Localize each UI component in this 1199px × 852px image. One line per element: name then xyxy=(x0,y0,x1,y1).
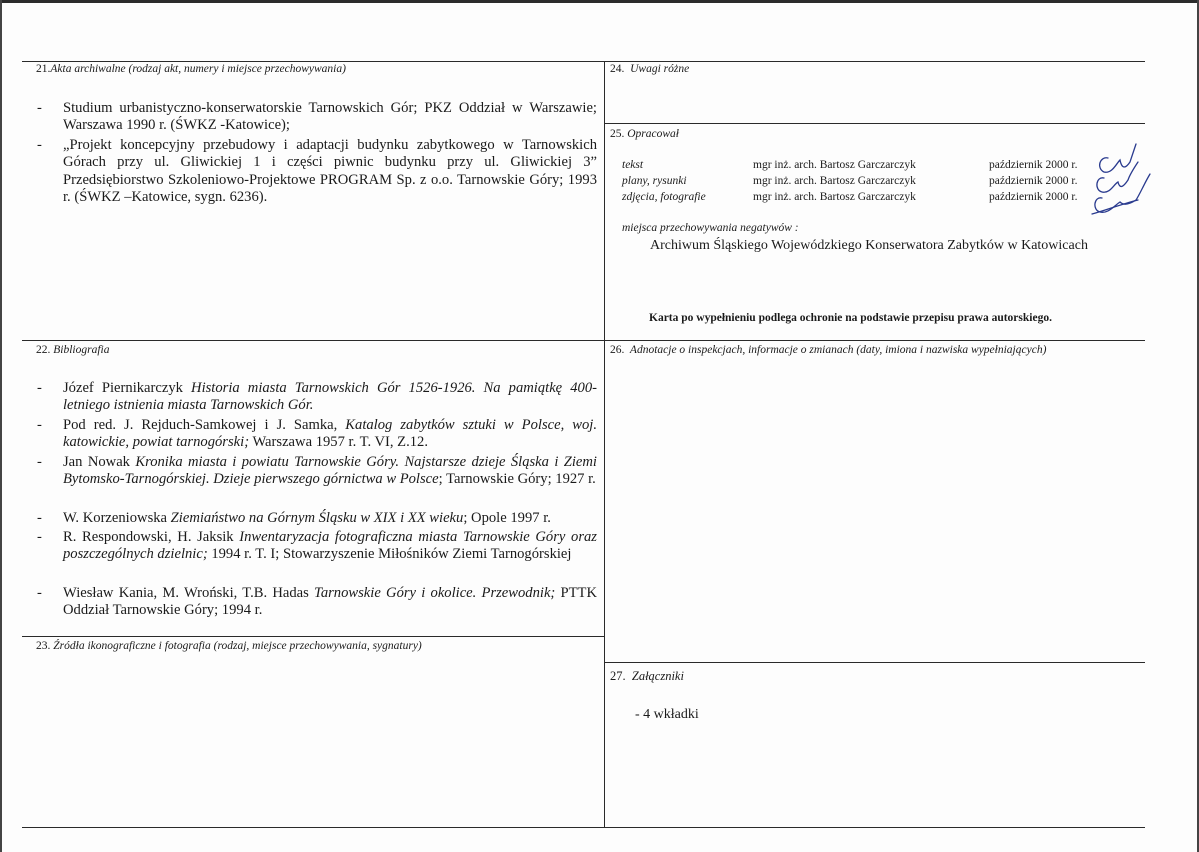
rule-21-22 xyxy=(22,340,1145,341)
section-27-title: 27. Załączniki xyxy=(610,669,684,683)
section-21-item: - Studium urbanistyczno-konserwatorskie Tarnowskich Gór; PKZ Oddział w Warszawie; Warszawa 1990 r. (ŚWKZ -Katowice); xyxy=(37,100,597,134)
section-24-title: 24. Uwagi różne xyxy=(610,63,690,75)
bibliography-entry: - Jan Nowak Kronika miasta i powiatu Tarnowskie Góry. Najstarsze dzieje Śląska i Ziemi Bytomsko-Tarnogórskiej. Dzieje pierwszego górnictwa w Polsce; Tarnowskie Góry; 1927 r. xyxy=(37,454,597,488)
section-21-item: - „Projekt koncepcyjny przebudowy i adaptacji budynku zabytkowego w Tarnowskich Górach przy ul. Gliwickiej 1 i części piwnic budynku przy ul. Gliwickiej 3” Przedsiębiorstwo Szkoleniowo-Projektowe PROGRAM Sp. z o.o. Tarnowskie Góry; 1993 r. (ŚWKZ –Katowice, sygn. 6236). xyxy=(37,137,597,206)
bibliography-entry: - W. Korzeniowska Ziemiaństwo na Górnym Śląsku w XIX i XX wieku; Opole 1997 r. xyxy=(37,510,551,526)
scan-edge-top xyxy=(0,0,1199,3)
bibliography-entry: - Pod red. J. Rejduch-Samkowej i J. Samka, Katalog zabytków sztuki w Polsce, woj. katowickie, powiat tarnogórski; Warszawa 1957 r. T. VI, Z.12. xyxy=(37,417,597,451)
signature-image xyxy=(1086,140,1156,220)
rule-26-27 xyxy=(604,662,1145,663)
copyright-note: Karta po wypełnieniu podlega ochronie na podstawie przepisu prawa autorskiego. xyxy=(649,312,1052,324)
rule-22-23 xyxy=(22,636,604,637)
column-divider xyxy=(604,61,605,827)
rule-bottom xyxy=(22,827,1145,828)
section-26-title: 26. Adnotacje o inspekcjach, informacje o zmianach (daty, imiona i nazwiska wypełniających) xyxy=(610,344,1047,356)
section-21-title: 21.Akta archiwalne (rodzaj akt, numery i miejsce przechowywania) xyxy=(36,63,346,75)
negatives-location-value: Archiwum Śląskiego Wojewódzkiego Konserwatora Zabytków w Katowicach xyxy=(650,238,1088,253)
bibliography-entry: - R. Respondowski, H. Jaksik Inwentaryzacja fotograficzna miasta Tarnowskie Góry oraz poszczególnych dzielnic; 1994 r. T. I; Stowarzyszenie Miłośników Ziemi Tarnogórskiej xyxy=(37,529,597,563)
attachment-item: - 4 wkładki xyxy=(635,707,699,722)
scan-edge-left xyxy=(0,0,2,852)
rule-24-25 xyxy=(604,123,1145,124)
bibliography-entry: - Józef Piernikarczyk Historia miasta Tarnowskich Gór 1526-1926. Na pamiątkę 400-letniego istnienia miasta Tarnowskich Gór. xyxy=(37,380,597,414)
rule-top xyxy=(22,61,1145,62)
section-22-title: 22. Bibliografia xyxy=(36,344,110,356)
bibliography-entry: - Wiesław Kania, M. Wroński, T.B. Hadas Tarnowskie Góry i okolice. Przewodnik; PTTK Oddział Tarnowskie Góry; 1994 r. xyxy=(37,585,598,619)
negatives-location-label: miejsca przechowywania negatywów : xyxy=(622,222,799,234)
section-23-title: 23. Źródła ikonograficzne i fotografia (rodzaj, miejsce przechowywania, sygnatury) xyxy=(36,640,422,652)
section-25-title: 25. Opracował xyxy=(610,128,679,140)
